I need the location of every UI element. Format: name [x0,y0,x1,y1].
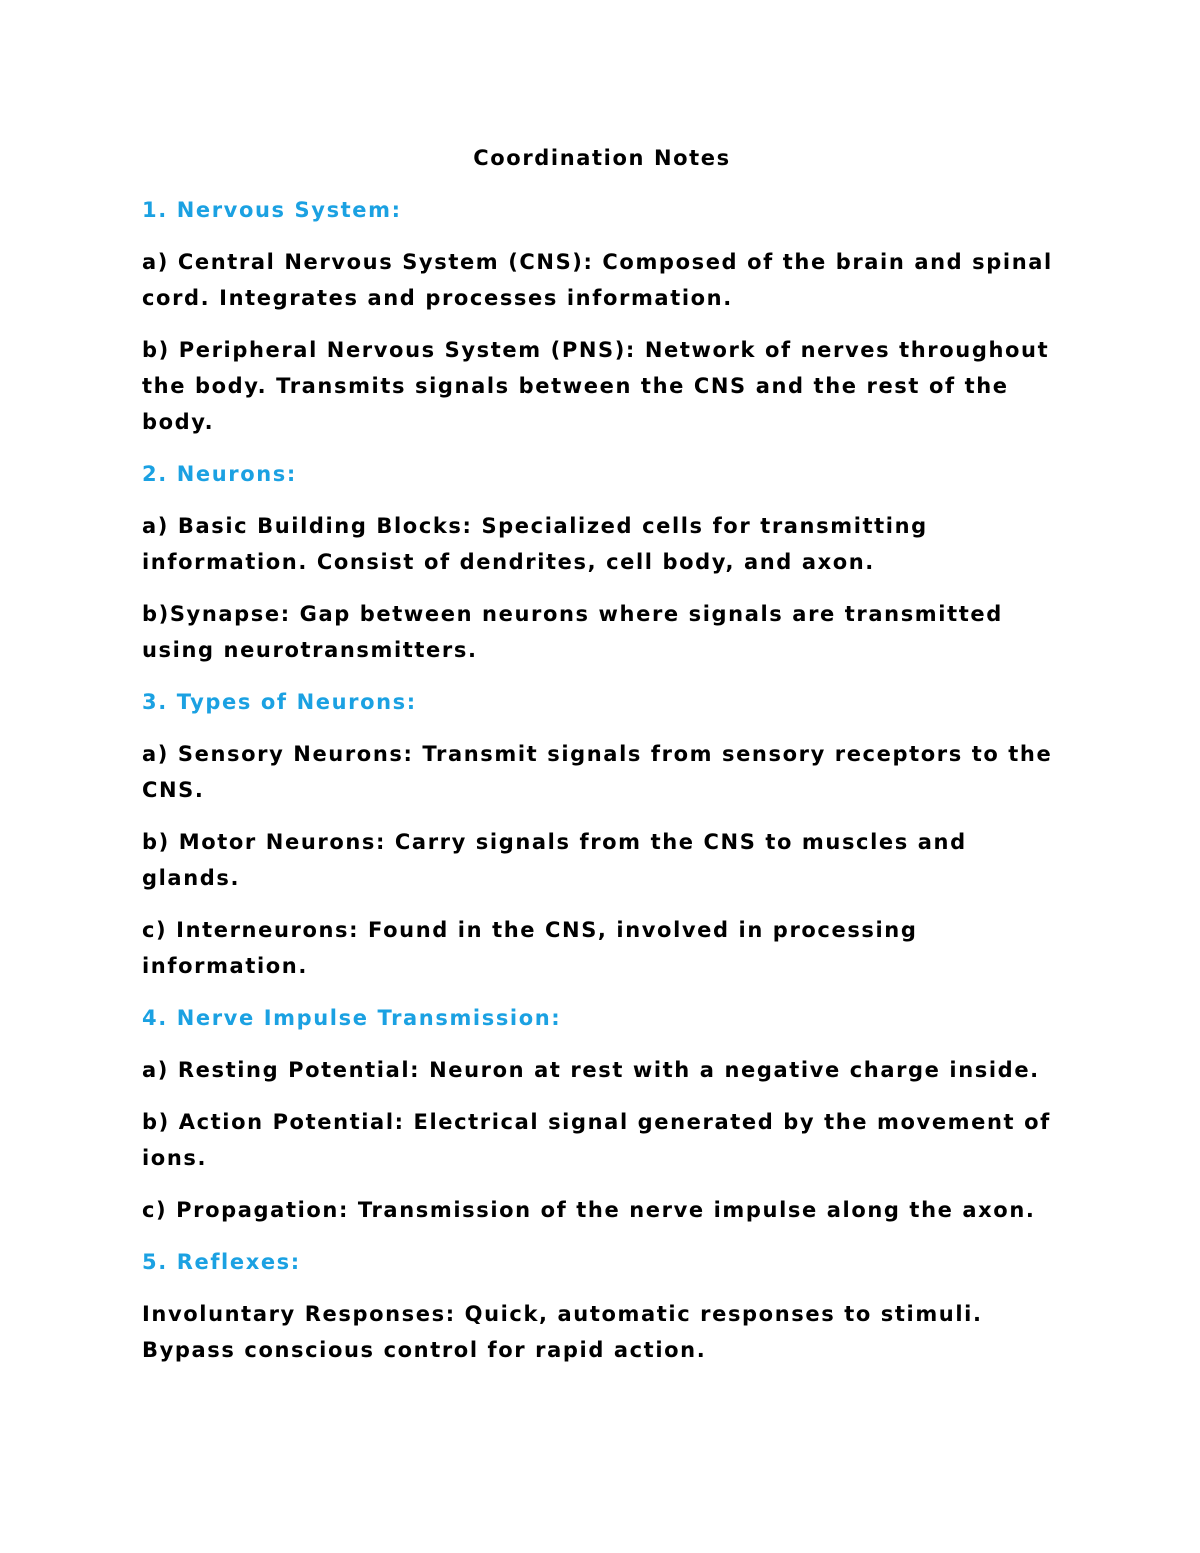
section-paragraph: b)Synapse: Gap between neurons where signals are transmitted using neurotransmitters. [142,602,1003,662]
section-paragraph: Involuntary Responses: Quick, automatic responses to stimuli. Bypass conscious control for rapid action. [142,1302,983,1362]
document-title: Coordination Notes [473,146,731,170]
section-nerve-impulse-transmission [142,1000,1062,1228]
document-body [142,140,1062,1384]
section-paragraph: c) Interneurons: Found in the CNS, involved in processing information. [142,918,918,978]
section-types-of-neurons [142,684,1062,984]
section-paragraph: a) Sensory Neurons: Transmit signals from sensory receptors to the CNS. [142,742,1053,802]
section-heading: 5. Reflexes: [142,1250,301,1274]
section-neurons [142,456,1062,668]
section-reflexes [142,1244,1062,1368]
section-paragraph: a) Resting Potential: Neuron at rest with a negative charge inside. [142,1058,1040,1082]
section-heading: 3. Types of Neurons: [142,690,417,714]
section-heading: 2. Neurons: [142,462,297,486]
section-heading: 4. Nerve Impulse Transmission: [142,1006,562,1030]
section-paragraph: a) Basic Building Blocks: Specialized cells for transmitting information. Consist of dendrites, cell body, and axon. [142,514,928,574]
section-paragraph: b) Peripheral Nervous System (PNS): Network of nerves throughout the body. Transmits signals between the CNS and the rest of the body. [142,338,1050,434]
section-paragraph: a) Central Nervous System (CNS): Composed of the brain and spinal cord. Integrates and processes information. [142,250,1053,310]
section-paragraph: b) Action Potential: Electrical signal generated by the movement of ions. [142,1110,1051,1170]
section-paragraph: b) Motor Neurons: Carry signals from the CNS to muscles and glands. [142,830,967,890]
section-nervous-system [142,192,1062,440]
section-paragraph: c) Propagation: Transmission of the nerve impulse along the axon. [142,1198,1036,1222]
section-heading: 1. Nervous System: [142,198,402,222]
